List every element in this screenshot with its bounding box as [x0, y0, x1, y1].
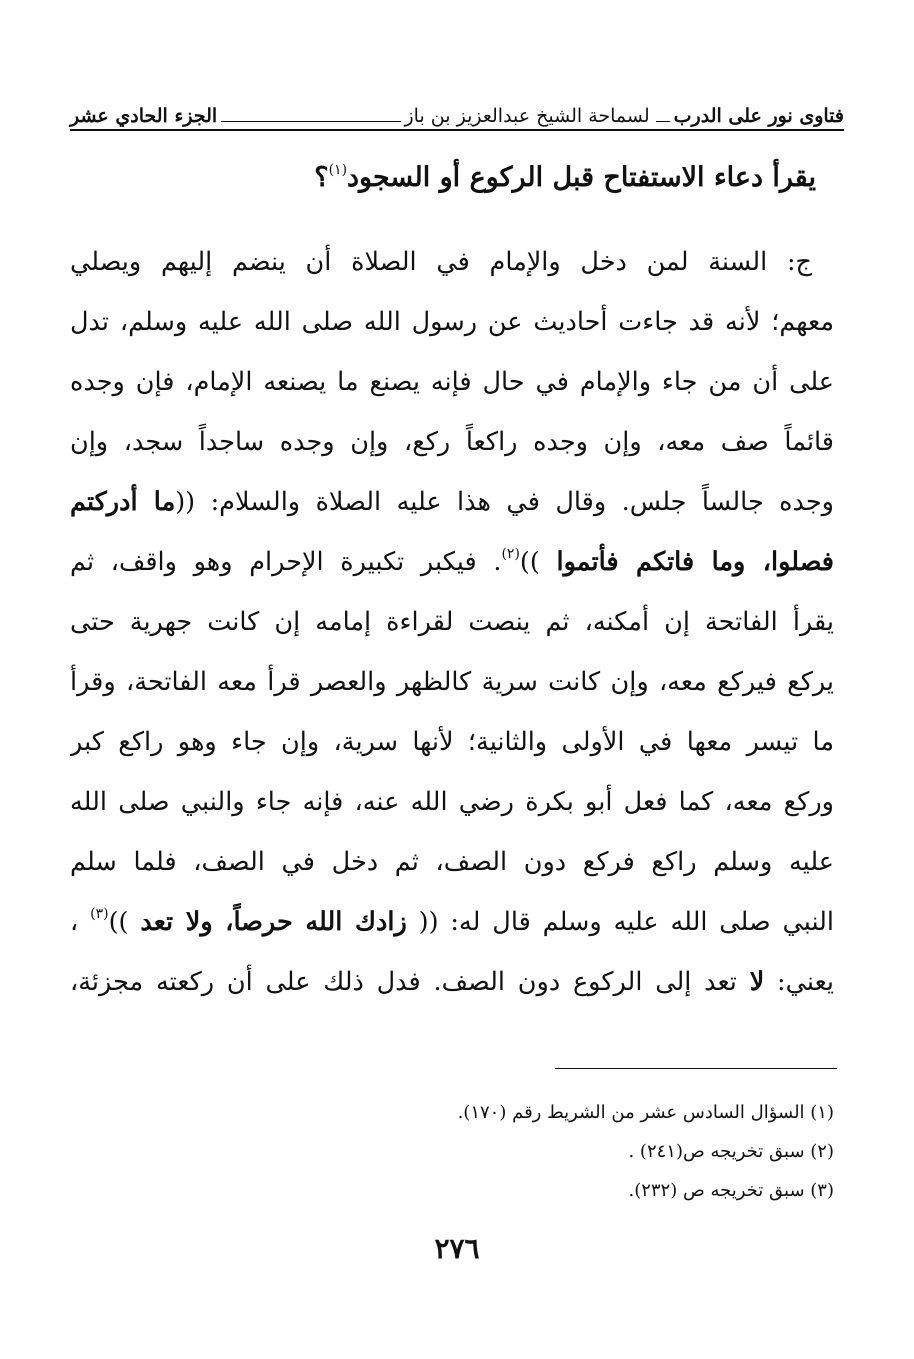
- line-text: تعد إلى الركوع دون الصف. فدل ذلك على أن ركعته مجزئة،: [70, 967, 737, 997]
- bold-word: لا: [749, 967, 765, 997]
- answer-line: عليه وسلم راكع فركع دون الصف، ثم دخل في الصف، فلما سلم: [70, 847, 834, 877]
- footnote-ref-1: (١): [328, 162, 348, 178]
- volume-label: الجزء الحادي عشر: [70, 105, 218, 127]
- hadith-quote: فصلوا، وما فاتكم فأتموا: [556, 547, 834, 577]
- line-text: النبي صلى الله عليه وسلم قال له: ((: [418, 907, 834, 937]
- line-text: ،: [70, 907, 79, 937]
- answer-body: [70, 232, 834, 1012]
- footnote-ref-3: (٣): [90, 906, 109, 922]
- header-rule: [70, 129, 844, 131]
- question-heading: [314, 158, 816, 198]
- answer-line: [70, 892, 834, 952]
- footnote-3: (٣) سبق تخريجه ص (٢٣٢).: [628, 1180, 834, 1201]
- footnote-ref-2: (٢): [501, 546, 520, 562]
- running-header: [70, 88, 844, 128]
- quote-close: )): [519, 547, 540, 577]
- answer-line: يركع فيركع معه، وإن كانت سرية كالظهر والعصر قرأ معه الفاتحة، وقرأ: [70, 667, 834, 697]
- answer-line: معهم؛ لأنه قد جاءت أحاديث عن رسول الله صلى الله عليه وسلم، تدل: [70, 307, 834, 337]
- footnote-2: (٢) سبق تخريجه ص(٢٤١) .: [628, 1141, 834, 1162]
- header-dash-long: [221, 121, 400, 122]
- line-text: يعني:: [777, 967, 834, 997]
- quote-close: )): [108, 907, 129, 937]
- answer-line: ج: السنة لمن دخل والإمام في الصلاة أن ينضم إليهم ويصلي: [70, 247, 812, 277]
- answer-line: على أن من جاء والإمام في حال فإنه يصنع ما يصنعه الإمام، فإن وجده: [70, 367, 834, 397]
- answer-line: قائماً صف معه، وإن وجده راكعاً ركع، وإن وجده ساجداً سجد، وإن: [70, 427, 834, 457]
- question-mark: ؟: [314, 162, 329, 193]
- footnote-rule: [555, 1068, 837, 1069]
- footnotes: [458, 1093, 834, 1210]
- answer-line: وركع معه، كما فعل أبو بكرة رضي الله عنه، فإنه جاء والنبي صلى الله: [70, 787, 834, 817]
- answer-line: [70, 532, 834, 592]
- author-name: لسماحة الشيخ عبدالعزيز بن باز: [404, 105, 650, 127]
- question-text: يقرأ دعاء الاستفتاح قبل الركوع أو السجود: [347, 162, 816, 193]
- page-number: ٢٧٦: [434, 1232, 480, 1265]
- line-text: وجده جالساً جلس. وقال في هذا عليه الصلاة والسلام: ((: [175, 487, 834, 517]
- footnote-1: (١) السؤال السادس عشر من الشريط رقم (١٧٠).: [457, 1102, 834, 1123]
- hadith-quote: زادك الله حرصاً، ولا تعد: [140, 907, 407, 937]
- hadith-quote: ما أدركتم: [70, 487, 176, 517]
- book-title: فتاوى نور على الدرب: [673, 105, 844, 127]
- answer-line: ما تيسر معها في الأولى والثانية؛ لأنها سرية، وإن جاء وهو راكع كبر: [70, 727, 834, 757]
- header-dash: [656, 121, 670, 122]
- line-text: . فيكبر تكبيرة الإحرام وهو واقف، ثم: [70, 547, 502, 577]
- answer-line: [70, 472, 834, 532]
- answer-line: يقرأ الفاتحة إن أمكنه، ثم ينصت لقراءة إمامه إن كانت جهرية حتى: [70, 607, 834, 637]
- answer-line: [70, 952, 834, 1012]
